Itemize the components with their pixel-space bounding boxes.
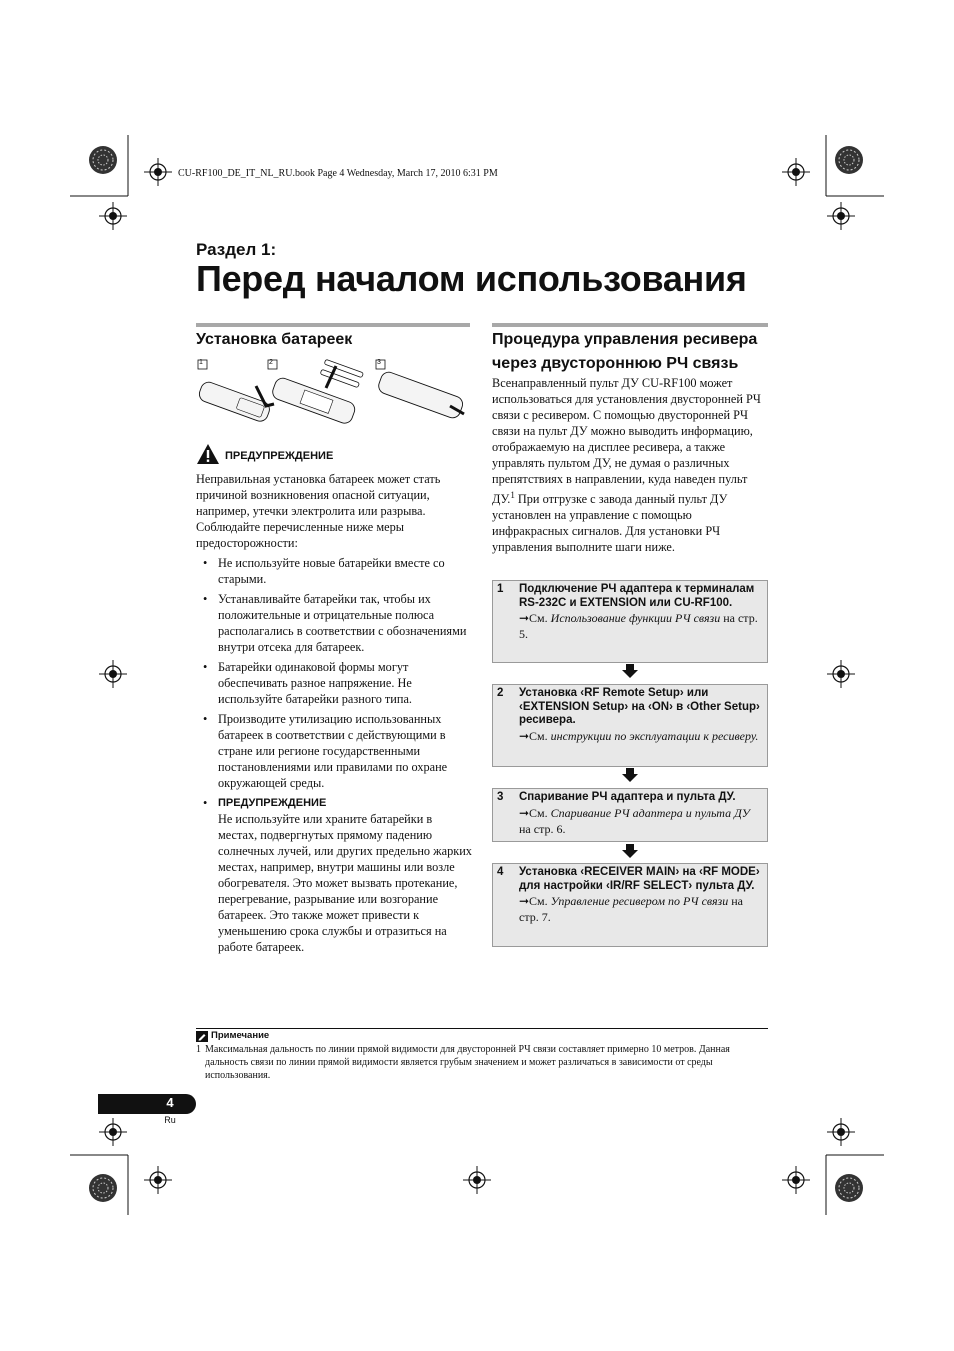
down-arrow-icon	[622, 664, 638, 678]
section-label: Раздел 1:	[196, 240, 277, 259]
registration-mark-icon	[144, 158, 172, 186]
color-target-icon	[835, 146, 863, 174]
warning-heading: ПРЕДУПРЕЖДЕНИЕ	[225, 450, 334, 462]
warning-triangle-icon	[196, 443, 220, 465]
step-number: 1	[497, 583, 504, 595]
battery-install-figure	[196, 358, 470, 428]
list-item: • Не используйте новые батарейки вместе со старыми.	[196, 555, 474, 587]
left-heading: Установка батареек	[196, 331, 353, 348]
right-heading-line1: Процедура управления ресивера	[492, 331, 758, 348]
page-number: 4	[166, 1095, 174, 1110]
right-heading	[492, 328, 772, 376]
step-ref-link[interactable]: Использование функции РЧ связи	[550, 611, 721, 625]
step-ref-link[interactable]: Управление ресивером по РЧ связи	[550, 894, 729, 908]
color-target-icon	[835, 1174, 863, 1202]
figure-step-1: 1	[199, 359, 203, 366]
figure-step-2: 2	[269, 359, 273, 366]
step-reference: ➞См. Спаривание РЧ адаптера и пульта ДУ на стр. 6.	[519, 805, 750, 836]
footnote-text: Максимальная дальность по линии прямой видимости для двусторонней РЧ связи составляет примерно 10 метров. Данная дальность связи по линии прямой видимости является грубым значением и может различаться в зависимости от среды использования.	[205, 1044, 730, 1081]
step-title: Подключение РЧ адаптера к терминалам RS-232C и EXTENSION или CU-RF100.	[519, 583, 755, 609]
step-number: 3	[497, 791, 504, 803]
registration-mark-icon	[144, 1166, 172, 1194]
list-item: • Производите утилизацию использованных батареек в соответствии с действующими в стране или регионе государственными постановлениями или правилами по охране окружающей среды.	[196, 711, 474, 791]
down-arrow-icon	[622, 768, 638, 782]
step-number: 4	[497, 866, 504, 878]
precautions-list	[196, 555, 474, 959]
step-ref-link[interactable]: инструкции по эксплуатации к ресиверу.	[550, 728, 759, 743]
footnote-ref[interactable]: 1	[510, 490, 515, 500]
step-title: Спаривание РЧ адаптера и пульта ДУ.	[519, 791, 736, 803]
print-header: CU-RF100_DE_IT_NL_RU.book Page 4 Wednesday, March 17, 2010 6:31 PM	[178, 168, 498, 179]
registration-mark-icon	[827, 202, 855, 230]
figure-step-3: 3	[377, 359, 381, 366]
left-heading-bar	[196, 323, 470, 327]
list-item: • Устанавливайте батарейки так, чтобы их положительные и отрицательные полюса располагались в соответствии с обозначениями внутри отсека для батареек.	[196, 591, 474, 655]
list-item: • Батарейки одинаковой формы могут обеспечивать разное напряжение. Не используйте батарейки разного типа.	[196, 659, 474, 707]
bullet-warning-heading: • ПРЕДУПРЕЖДЕНИЕ	[218, 797, 327, 809]
down-arrow-icon	[622, 844, 638, 858]
registration-mark-icon	[463, 1166, 491, 1194]
registration-mark-icon	[782, 1166, 810, 1194]
step-reference: ➞См. Использование функции РЧ связи на стр. 5.	[519, 611, 758, 641]
step-3-box	[492, 788, 768, 842]
footnote-number: 1	[196, 1044, 201, 1055]
step-1-box	[492, 580, 768, 663]
list-item-warning	[196, 795, 474, 955]
registration-mark-icon	[99, 1118, 127, 1146]
page-number-badge	[98, 1094, 196, 1114]
page-language: Ru	[164, 1115, 176, 1125]
step-reference: ➞См. инструкции по эксплуатации к ресиверу.	[519, 728, 759, 743]
step-4-box	[492, 863, 768, 947]
step-number: 2	[497, 687, 504, 699]
note-pencil-icon	[196, 1031, 208, 1042]
color-target-icon	[89, 146, 117, 174]
step-ref-link[interactable]: Спаривание РЧ адаптера и пульта ДУ	[550, 805, 750, 820]
registration-mark-icon	[99, 660, 127, 688]
right-intro: Всенаправленный пульт ДУ CU-RF100 может использоваться для установления двусторонней РЧ связи с ресивером. С помощью двусторонней РЧ связи на пульт ДУ можно выводить информацию, отображаемую на дисплее ресивера, а также управлять пультом ДУ, не думая о различных препятствиях в направлении, куда наведен пульт ДУ.$^1$ При отгрузке с завода данный пульт ДУ установлен на управление с помощью инфракрасных сигналов. Для установки РЧ управления выполните шаги ниже.	[492, 376, 761, 555]
registration-mark-icon	[827, 660, 855, 688]
step-title: Установка ‹RF Remote Setup› или ‹EXTENSION Setup› на ‹ON› в ‹Other Setup› ресивера.	[519, 687, 760, 726]
step-title: Установка ‹RECEIVER MAIN› на ‹RF MODE› для настройки ‹IR/RF SELECT› пульта ДУ.	[519, 866, 760, 892]
registration-mark-icon	[99, 202, 127, 230]
step-2-box	[492, 684, 768, 767]
note-heading: Примечание	[211, 1030, 270, 1041]
bullet-warning-text: Не используйте или храните батарейки в местах, подвергнутых прямому падению солнечных лучей, или других предельно жарких местах, например, внутри машины или возле обогревателя. Это может вызвать протекание, перегревание, разрывание или возгорание батареек. Это также может привести к уменьшению срока службы и отразиться на работе батареек.	[218, 812, 472, 954]
page-title: Перед началом использования	[196, 258, 747, 299]
registration-mark-icon	[782, 158, 810, 186]
right-heading-bar	[492, 323, 768, 327]
step-reference: ➞См. Управление ресивером по РЧ связи на стр. 7.	[519, 894, 743, 924]
note-divider	[196, 1028, 768, 1029]
color-target-icon	[89, 1174, 117, 1202]
registration-mark-icon	[827, 1118, 855, 1146]
right-heading-line2: через двустороннюю РЧ связь	[492, 355, 739, 372]
warning-intro: Неправильная установка батареек может стать причиной возникновения опасной ситуации, например, утечки электролита или разрыва. Соблюдайте перечисленные ниже меры предосторожности:	[196, 472, 441, 550]
